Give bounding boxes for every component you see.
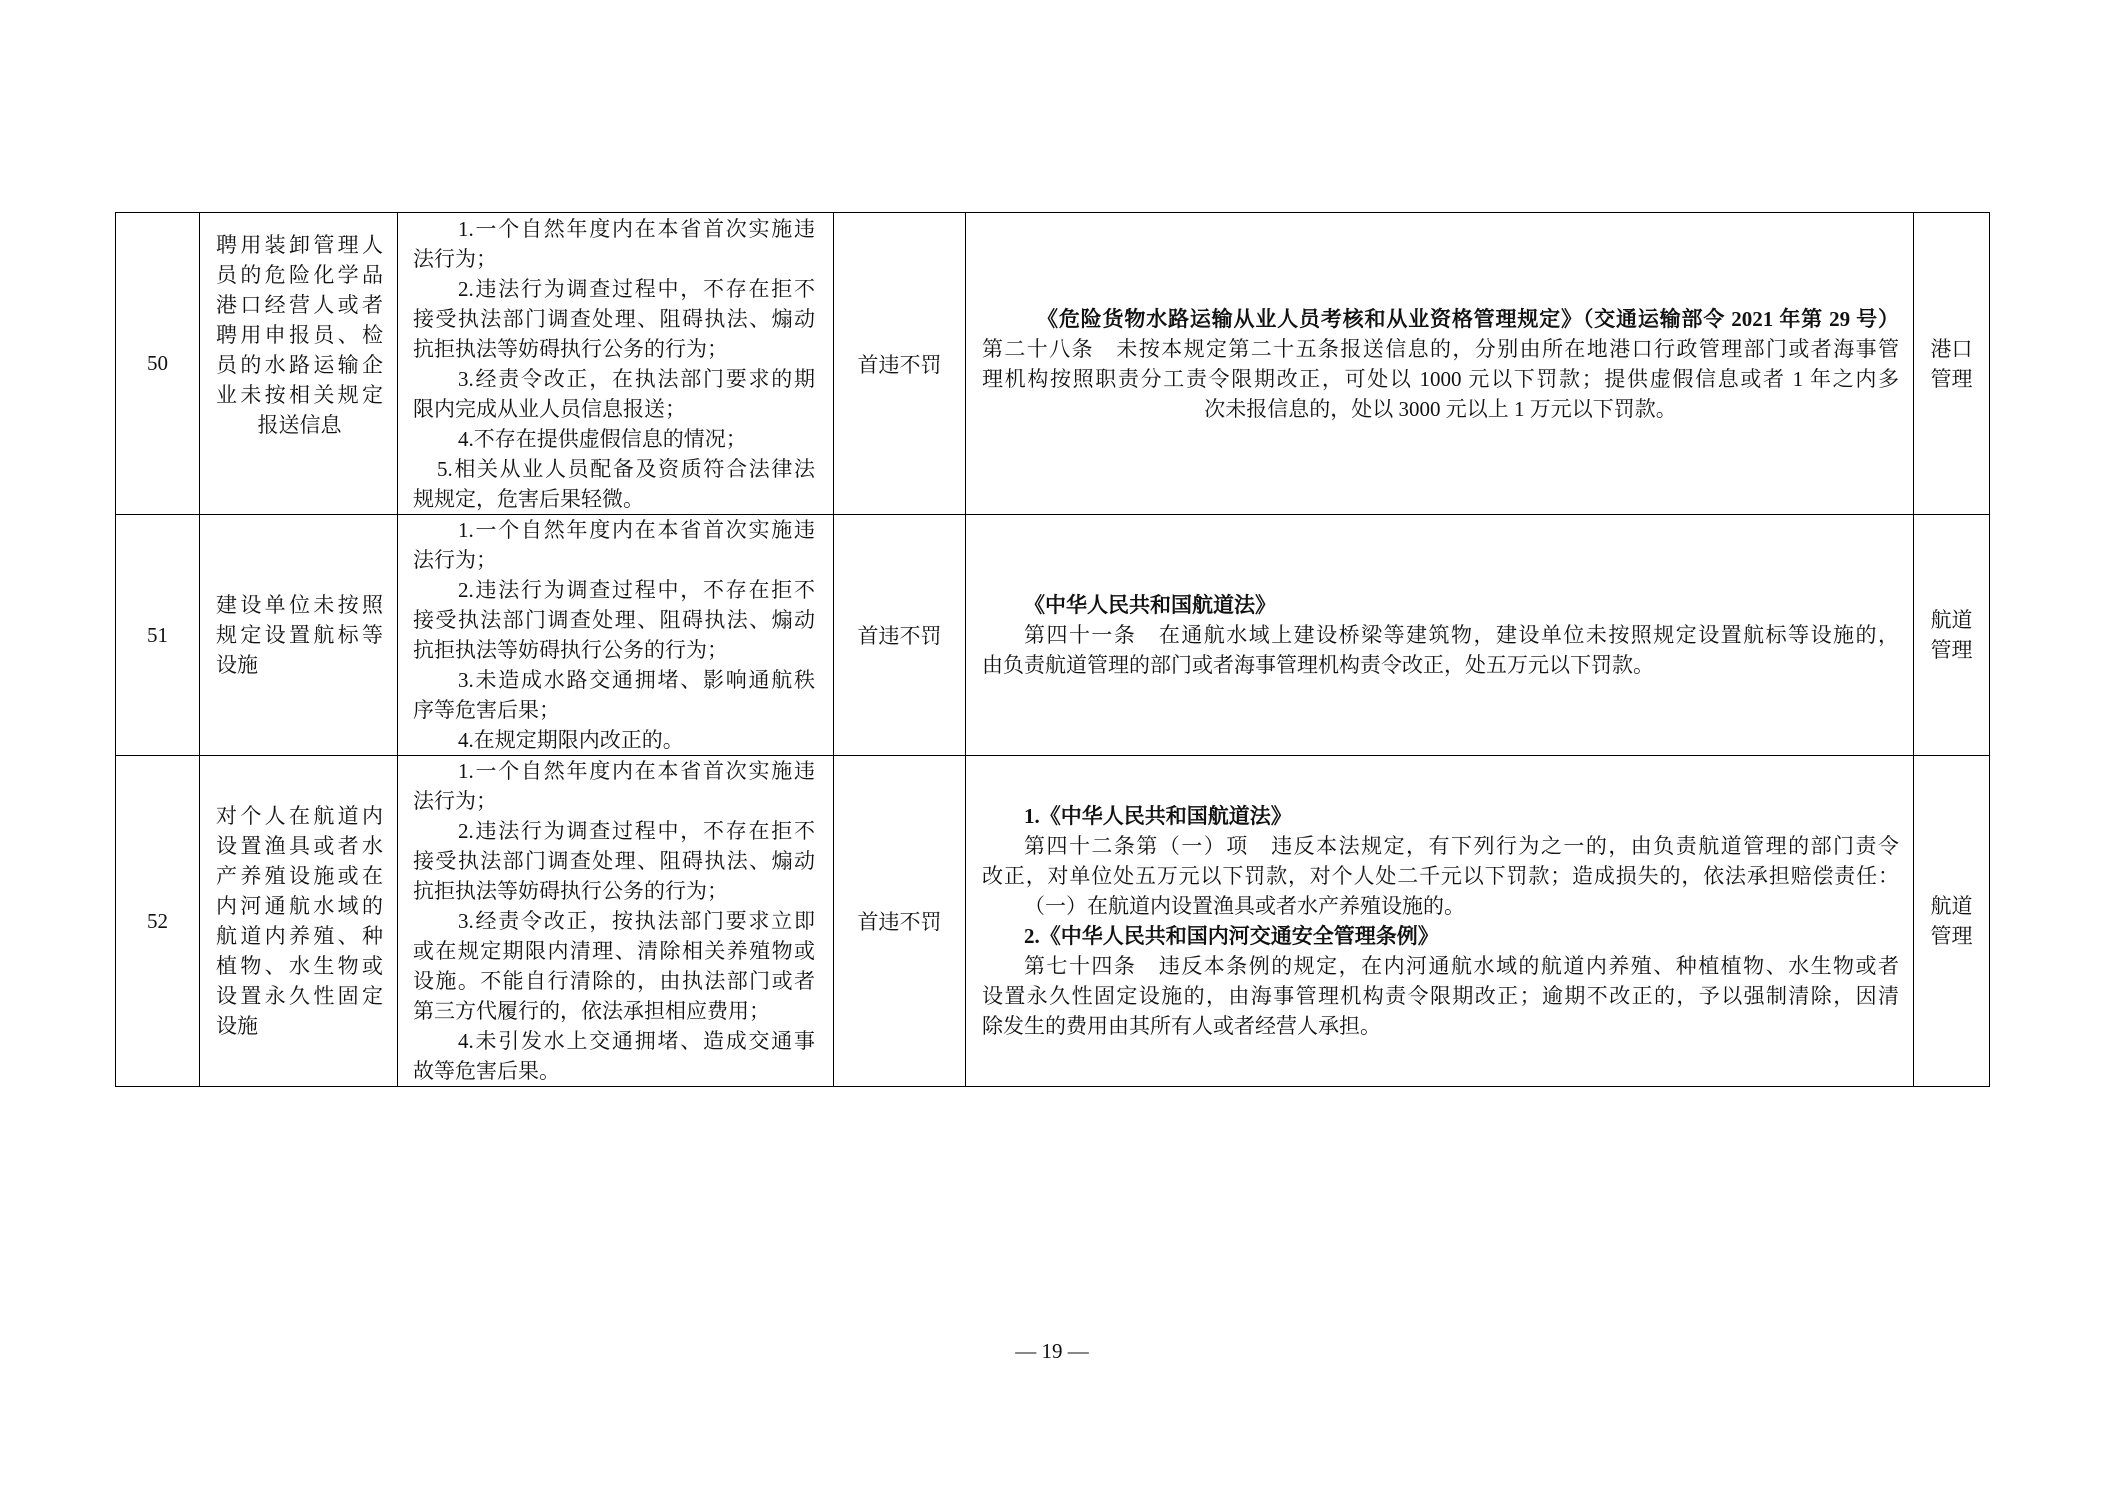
department-line: 航道 bbox=[1930, 608, 1973, 632]
basis-line: 除发生的费用由其所有人或者经营人承担。 bbox=[982, 1014, 1381, 1038]
basis-title-line: 2.《中华人民共和国内河交通安全管理条例》 bbox=[1024, 924, 1439, 948]
condition-line: 故等危害后果。 bbox=[413, 1059, 560, 1083]
basis-line: 次未报信息的，处以 3000 元以上 1 万元以下罚款。 bbox=[1204, 396, 1677, 421]
row-number: 51 bbox=[116, 515, 200, 756]
violation-line: 设施 bbox=[216, 653, 258, 677]
department-line: 管理 bbox=[1930, 638, 1973, 662]
violation-line: 建设单位未按照 bbox=[216, 593, 383, 617]
condition-line: 法行为； bbox=[413, 548, 497, 572]
condition-line: 第三方代履行的，依法承担相应费用； bbox=[413, 999, 770, 1023]
violation-line: 报送信息 bbox=[257, 413, 342, 437]
condition-line: 抗拒执法等妨碍执行公务的行为； bbox=[413, 638, 728, 662]
condition-line: 5.相关从业人员配备及资质符合法律法 bbox=[437, 456, 815, 481]
department-line: 港口 bbox=[1930, 336, 1973, 361]
violation-line: 设施 bbox=[216, 1014, 258, 1038]
condition-line: 4.在规定期限内改正的。 bbox=[458, 728, 684, 752]
row-number: 52 bbox=[116, 756, 200, 1087]
violation-line: 航道内养殖、种 bbox=[216, 924, 383, 948]
department-cell bbox=[1914, 756, 1990, 1087]
condition-line: 4.未引发水上交通拥堵、造成交通事 bbox=[458, 1029, 815, 1053]
violation-line: 设置渔具或者水 bbox=[216, 834, 383, 858]
basis-line: 第二十八条 未按本规定第二十五条报送信息的，分别由所在地港口行政管理部门或者海事管 bbox=[982, 336, 1899, 361]
table-row bbox=[116, 213, 1990, 515]
measure-cell: 首违不罚 bbox=[834, 515, 966, 756]
measure-cell: 首违不罚 bbox=[834, 213, 966, 515]
basis-line: 由负责航道管理的部门或者海事管理机构责令改正，处五万元以下罚款。 bbox=[982, 653, 1654, 677]
violation-line: 聘用申报员、检 bbox=[216, 323, 383, 347]
table-row bbox=[116, 515, 1990, 756]
legal-basis-cell bbox=[966, 213, 1914, 515]
basis-line: 第四十二条第（一）项 违反本法规定，有下列行为之一的，由负责航道管理的部门责令 bbox=[1024, 834, 1899, 858]
condition-line: 接受执法部门调查处理、阻碍执法、煽动 bbox=[413, 849, 815, 873]
conditions-cell bbox=[398, 515, 834, 756]
violation-line: 港口经营人或者 bbox=[216, 293, 383, 317]
conditions-cell bbox=[398, 213, 834, 515]
condition-line: 3.经责令改正，在执法部门要求的期 bbox=[458, 366, 815, 391]
violation-line: 对个人在航道内 bbox=[216, 804, 383, 828]
violation-line: 内河通航水域的 bbox=[216, 894, 383, 918]
condition-line: 序等危害后果； bbox=[413, 698, 560, 722]
violation-line: 产养殖设施或在 bbox=[216, 864, 383, 888]
condition-line: 1.一个自然年度内在本省首次实施违 bbox=[458, 216, 815, 241]
violation-line: 聘用装卸管理人 bbox=[216, 233, 383, 257]
legal-basis-cell bbox=[966, 515, 1914, 756]
department-cell bbox=[1914, 515, 1990, 756]
condition-line: 限内完成从业人员信息报送； bbox=[413, 396, 686, 421]
basis-line: 设置永久性固定设施的，由海事管理机构责令限期改正；逾期不改正的，予以强制清除，因清 bbox=[982, 984, 1899, 1008]
row-number: 50 bbox=[116, 213, 200, 515]
condition-line: 3.未造成水路交通拥堵、影响通航秩 bbox=[458, 668, 815, 692]
table-row bbox=[116, 756, 1990, 1087]
violation-cell bbox=[200, 756, 398, 1087]
violation-cell bbox=[200, 515, 398, 756]
penalty-exemption-table bbox=[115, 212, 1990, 1087]
condition-line: 2.违法行为调查过程中，不存在拒不 bbox=[458, 276, 815, 301]
violation-line: 员的危险化学品 bbox=[216, 263, 383, 287]
condition-line: 1.一个自然年度内在本省首次实施违 bbox=[458, 759, 815, 783]
page-number: — 19 — bbox=[1015, 1339, 1089, 1363]
measure-cell: 首违不罚 bbox=[834, 756, 966, 1087]
basis-line: 第七十四条 违反本条例的规定，在内河通航水域的航道内养殖、种植植物、水生物或者 bbox=[1024, 954, 1899, 978]
condition-line: 或在规定期限内清理、清除相关养殖物或 bbox=[413, 939, 815, 963]
condition-line: 接受执法部门调查处理、阻碍执法、煽动 bbox=[413, 306, 815, 331]
violation-cell bbox=[200, 213, 398, 515]
basis-title-line: 《危险货物水路运输从业人员考核和从业资格管理规定》（交通运输部令 2021 年第 29 号） bbox=[1037, 306, 1899, 331]
basis-line: 理机构按照职责分工责令限期改正，可处以 1000 元以下罚款；提供虚假信息或者 1 年之内多 bbox=[982, 366, 1899, 391]
basis-line: 改正，对单位处五万元以下罚款，对个人处二千元以下罚款；造成损失的，依法承担赔偿责任： bbox=[982, 864, 1899, 888]
legal-basis-cell bbox=[966, 756, 1914, 1087]
department-line: 航道 bbox=[1930, 894, 1973, 918]
condition-line: 3.经责令改正，按执法部门要求立即 bbox=[458, 909, 815, 933]
condition-line: 1.一个自然年度内在本省首次实施违 bbox=[458, 518, 815, 542]
basis-line: 第四十一条 在通航水域上建设桥梁等建筑物，建设单位未按照规定设置航标等设施的， bbox=[1024, 623, 1899, 647]
department-line: 管理 bbox=[1930, 366, 1973, 391]
condition-line: 抗拒执法等妨碍执行公务的行为； bbox=[413, 336, 728, 361]
condition-line: 设施。不能自行清除的，由执法部门或者 bbox=[413, 969, 815, 993]
department-cell bbox=[1914, 213, 1990, 515]
condition-line: 接受执法部门调查处理、阻碍执法、煽动 bbox=[413, 608, 815, 632]
condition-line: 2.违法行为调查过程中，不存在拒不 bbox=[458, 578, 815, 602]
department-line: 管理 bbox=[1930, 924, 1973, 948]
basis-title-line: 1.《中华人民共和国航道法》 bbox=[1024, 804, 1292, 828]
condition-line: 法行为； bbox=[413, 246, 497, 271]
basis-line: （一）在航道内设置渔具或者水产养殖设施的。 bbox=[1024, 894, 1465, 918]
violation-line: 规定设置航标等 bbox=[216, 623, 383, 647]
condition-line: 4.不存在提供虚假信息的情况； bbox=[458, 426, 747, 451]
condition-line: 规规定，危害后果轻微。 bbox=[413, 486, 644, 511]
condition-line: 抗拒执法等妨碍执行公务的行为； bbox=[413, 879, 728, 903]
condition-line: 法行为； bbox=[413, 789, 497, 813]
violation-line: 业未按相关规定 bbox=[216, 383, 383, 407]
basis-title-line: 《中华人民共和国航道法》 bbox=[1024, 593, 1276, 617]
conditions-cell bbox=[398, 756, 834, 1087]
violation-line: 员的水路运输企 bbox=[216, 353, 383, 377]
violation-line: 植物、水生物或 bbox=[216, 954, 383, 978]
violation-line: 设置永久性固定 bbox=[216, 984, 383, 1008]
condition-line: 2.违法行为调查过程中，不存在拒不 bbox=[458, 819, 815, 843]
